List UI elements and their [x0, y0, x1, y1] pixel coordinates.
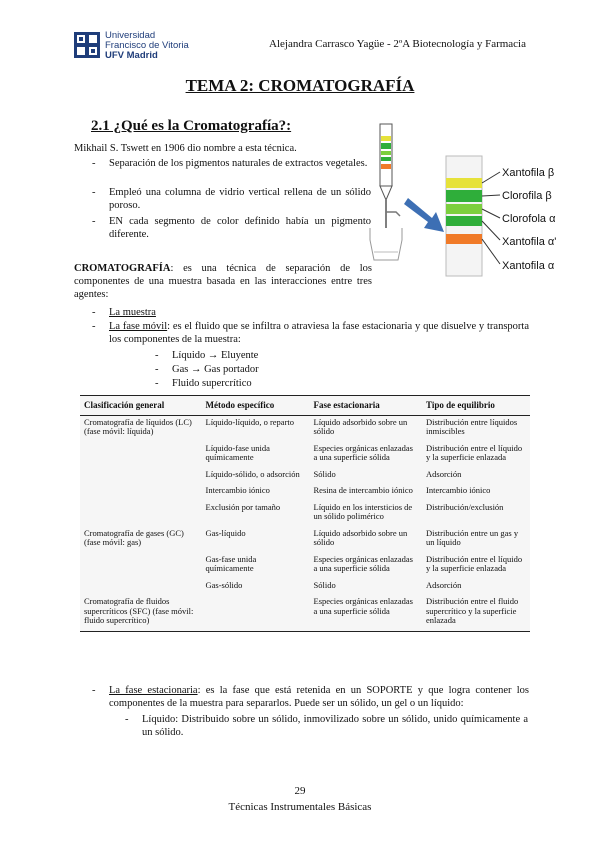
label-clorofila-beta: Clorofila β	[502, 190, 552, 202]
table-cell: Sólido	[313, 579, 336, 590]
table-cell: Líquido-líquido, o reparto	[205, 416, 295, 427]
table-cell	[80, 501, 202, 527]
page-number: 29	[294, 785, 306, 797]
section-title: 2.1 ¿Qué es la Cromatografía?:	[91, 118, 292, 134]
table-row	[80, 553, 530, 579]
table-cell: Cromatografía de gases (GC) (fase móvil: gas)	[84, 527, 184, 547]
stationary-label: La fase estacionaria	[109, 685, 198, 696]
table-cell: Intercambio iónico	[205, 485, 270, 495]
intro-paragraph: Mikhail S. Tswett en 1906 dio nombre a esta técnica.	[74, 143, 297, 154]
table-cell: Especies orgánicas enlazadas a una superficie sólida	[310, 595, 423, 631]
table-header: Tipo de equilibrio	[422, 396, 530, 416]
table-cell	[80, 468, 202, 485]
table-cell: Distribución entre el líquido y la superficie enlazada	[426, 442, 523, 462]
label-xantofila-alpha-prime: Xantofila α'	[502, 236, 557, 248]
logo-line-2: Francisco de Vitoria	[105, 40, 189, 51]
university-crest-icon	[74, 32, 100, 58]
table-cell: Adsorción	[426, 579, 462, 590]
table-cell: Distribución entre el fluido supercrítico y la superficie enlazada	[422, 595, 530, 631]
table-cell: Cromatografía de fluidos supercríticos (SFC) (fase móvil: fluido supercrítico)	[80, 595, 202, 631]
label-xantofila-beta: Xantofila β	[502, 167, 555, 179]
table-cell: Distribución/exclusión	[426, 501, 504, 512]
university-logo	[74, 30, 194, 66]
definition-text: : es una técnica de separación de los componentes de una muestra basada en las interacciones entre tres agentes:	[74, 263, 372, 300]
table-row	[80, 484, 530, 501]
logo-line-1: Universidad	[105, 30, 156, 41]
table-cell: Cromatografía de líquidos (LC) (fase móvil: líquida)	[84, 416, 192, 436]
table-header: Clasificación general	[80, 396, 202, 416]
table-cell: Gas-fase unida químicamente	[205, 553, 257, 573]
stationary-text: : es la fase que está retenida en un SOPORTE y que logra contener los componentes de la muestra para separarlos. Puede ser un sólido, un gel o un líquido:	[109, 685, 530, 709]
table-cell: Resina de intercambio iónico	[313, 485, 413, 495]
intro-bullet-text: EN cada segmento de color definido había un pigmento diferente.	[109, 216, 371, 240]
table-cell: Distribución entre un gas y un líquido	[426, 527, 519, 547]
label-clorofola-alpha: Clorofola α	[502, 213, 556, 225]
table-row	[80, 468, 530, 485]
table-cell: Especies orgánicas enlazadas a una superficie sólida	[313, 442, 413, 462]
table-cell: Especies orgánicas enlazadas a una superficie sólida	[313, 553, 413, 573]
label-xantofila-alpha: Xantofila α	[502, 260, 555, 272]
chapter-title: TEMA 2: CROMATOGRAFÍA	[185, 76, 415, 95]
table-cell	[80, 579, 202, 596]
table-cell	[80, 442, 202, 468]
table-cell: Líquido-sólido, o adsorción	[205, 468, 300, 479]
table-header: Fase estacionaria	[310, 396, 423, 416]
agent-text: : es el fluido que se infiltra o atraviesa la fase estacionaria y que disuelve y transporta los componentes de la muestra:	[109, 321, 529, 345]
table-row	[80, 501, 530, 527]
table-cell: Exclusión por tamaño	[205, 501, 281, 512]
table-cell: Líquido en los intersticios de un sólido polimérico	[313, 501, 413, 521]
agent-label: La fase móvil	[109, 321, 168, 332]
definition-term: CROMATOGRAFÍA	[74, 263, 171, 274]
table-header-row	[80, 396, 530, 416]
table-cell	[80, 484, 202, 501]
table-row	[80, 442, 530, 468]
intro-bullet-text: Separación de los pigmentos naturales de extractos vegetales.	[109, 158, 368, 169]
header-author: Alejandra Carrasco Yagüe - 2ºA Biotecnología y Farmacia	[269, 38, 526, 50]
table-cell: Distribución entre el líquido y la superficie enlazada	[426, 553, 523, 573]
arrow-icon	[404, 198, 444, 232]
table-cell: Líquido-fase unida químicamente	[205, 442, 270, 462]
chromatography-column-figure	[360, 120, 590, 290]
logo-line-3: UFV Madrid	[105, 50, 158, 61]
chromatography-classification-table	[80, 395, 530, 632]
table-row	[80, 579, 530, 596]
table-cell: Distribución entre líquidos inmiscibles	[426, 416, 518, 436]
table-row	[80, 595, 530, 631]
footer-title: Técnicas Instrumentales Básicas	[228, 801, 372, 813]
table-cell: Gas-líquido	[205, 527, 246, 538]
table-cell: Líquido adsorbido sobre un sólido	[313, 416, 408, 436]
large-column-icon	[446, 156, 482, 276]
table-cell: Sólido	[313, 468, 336, 479]
table-row	[80, 415, 530, 442]
table-cell	[80, 553, 202, 579]
table-cell	[202, 595, 310, 631]
table-header: Método específico	[202, 396, 310, 416]
logo-text	[105, 31, 189, 61]
table-cell: Líquido adsorbido sobre un sólido	[313, 527, 408, 547]
table-cell: Intercambio iónico	[426, 485, 491, 495]
intro-bullet-text: Empleó una columna de vidrio vertical rellena de un sólido poroso.	[109, 187, 371, 211]
agent-label: La muestra	[109, 307, 156, 318]
definition-paragraph	[74, 262, 372, 301]
table-cell: Adsorción	[426, 468, 462, 479]
table-row	[80, 527, 530, 553]
table-cell: Gas-sólido	[205, 579, 243, 590]
small-column-icon	[370, 124, 402, 260]
